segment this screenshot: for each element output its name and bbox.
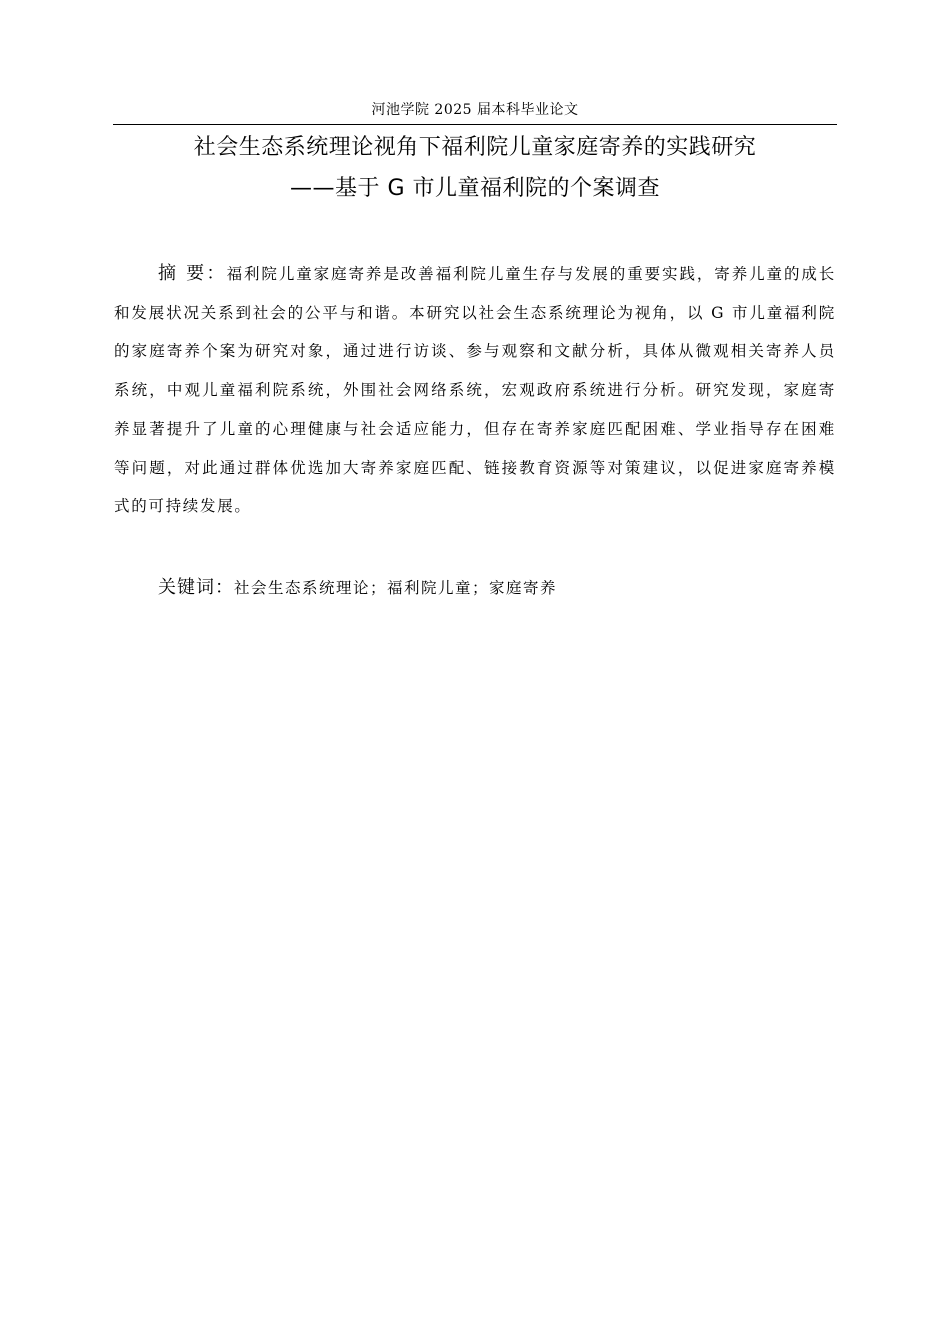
abstract-section [114, 255, 836, 526]
thesis-subtitle: ——基于 G 市儿童福利院的个案调查 [289, 176, 661, 201]
keywords-text: 社会生态系统理论；福利院儿童；家庭寄养 [234, 579, 558, 597]
abstract-label: 摘 要： [158, 263, 227, 284]
thesis-title: 社会生态系统理论视角下福利院儿童家庭寄养的实践研究 [193, 135, 757, 160]
abstract-text: 福利院儿童家庭寄养是改善福利院儿童生存与发展的重要实践，寄养儿童的成长和发展状况关系到社会的公平与和谐。本研究以社会生态系统理论为视角，以 G 市儿童福利院的家庭寄养个案为研究对象，通过进行访谈、参与观察和文献分析，具体从微观相关寄养人员系统，中观儿童福利院系统，外围社会网络系统，宏观政府系统进行分析。研究发现，家庭寄养显著提升了儿童的心理健康与社会适应能力，但存在寄养家庭匹配困难、学业指导存在困难等问题，对此通过群体优选加大寄养家庭匹配、链接教育资源等对策建议，以促进家庭寄养模式的可持续发展。 [114, 265, 836, 516]
running-header: 河池学院 2025 届本科毕业论文 [371, 102, 579, 118]
keywords-label: 关键词： [158, 577, 234, 598]
header-divider [113, 124, 837, 125]
keywords-section [158, 573, 836, 603]
